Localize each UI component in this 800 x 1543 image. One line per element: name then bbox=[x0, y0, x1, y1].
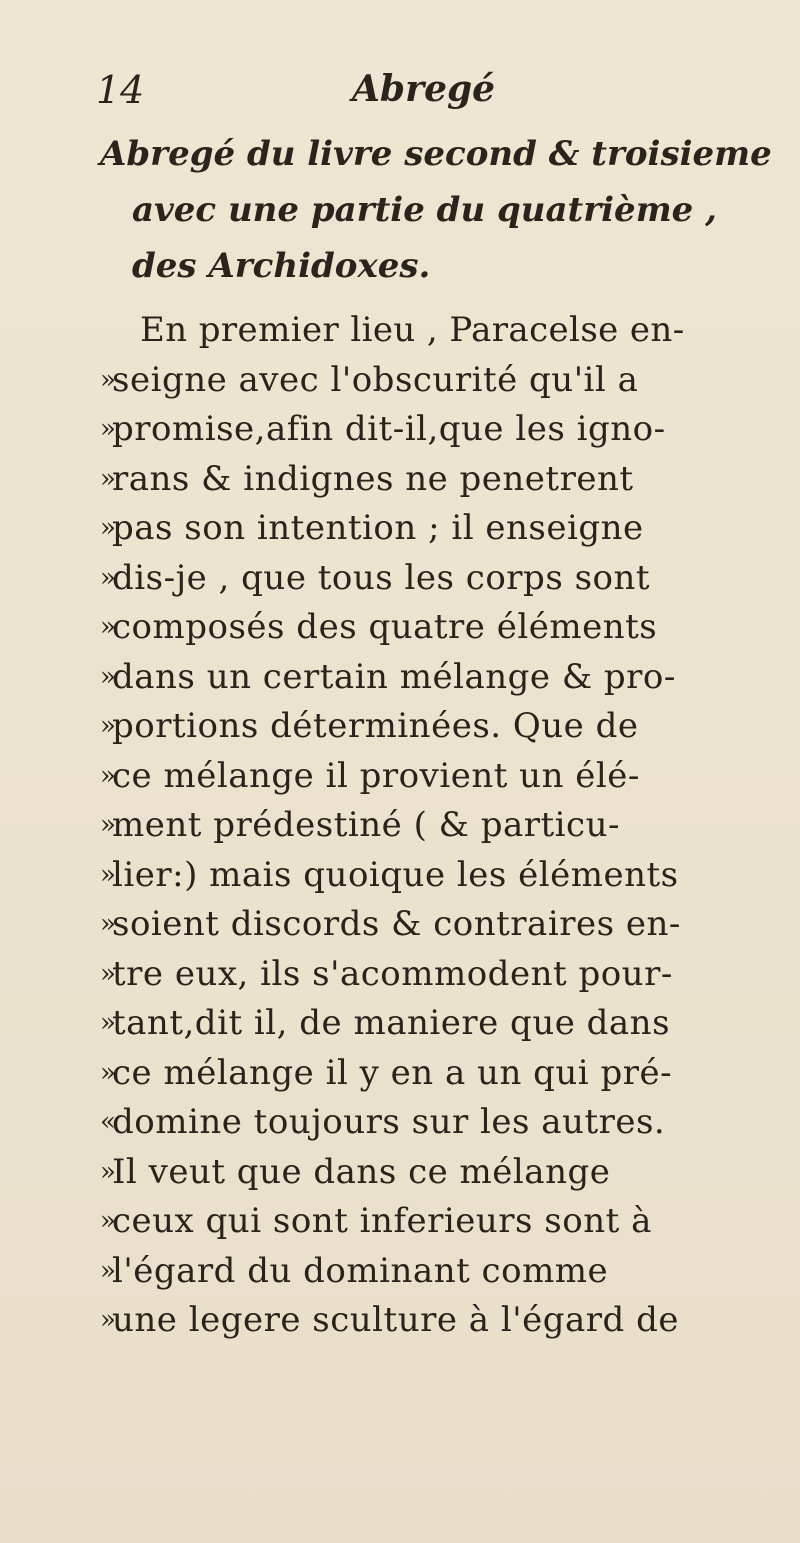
quotation-mark: » bbox=[100, 562, 117, 593]
line-text: domine toujours sur les autres. bbox=[112, 1102, 666, 1142]
quotation-mark: » bbox=[100, 364, 117, 395]
line-text: portions déterminées. Que de bbox=[112, 706, 639, 746]
chapter-title-line: Abregé du livre second & troisieme bbox=[100, 134, 772, 174]
quotation-mark: » bbox=[100, 1057, 117, 1088]
text-line bbox=[0, 503, 800, 553]
quotation-mark: » bbox=[100, 760, 117, 791]
text-line bbox=[0, 602, 800, 652]
text-line bbox=[0, 899, 800, 949]
text-line bbox=[0, 800, 800, 850]
line-text: Il veut que dans ce mélange bbox=[112, 1151, 611, 1192]
text-line bbox=[0, 998, 800, 1048]
page-header bbox=[0, 68, 800, 118]
text-line bbox=[0, 850, 800, 900]
text-line bbox=[0, 1097, 800, 1147]
quotation-mark: » bbox=[100, 909, 117, 939]
page-number: 14 bbox=[96, 68, 145, 112]
text-line bbox=[0, 1196, 800, 1246]
text-line bbox=[0, 454, 800, 504]
text-line bbox=[0, 1295, 800, 1345]
text-line bbox=[0, 553, 800, 603]
text-line bbox=[0, 751, 800, 801]
text-line bbox=[0, 404, 800, 454]
line-text: ce mélange il provient un élé- bbox=[112, 755, 640, 796]
quotation-mark: » bbox=[100, 711, 117, 741]
chapter-title bbox=[100, 126, 772, 294]
quotation-mark: » bbox=[100, 810, 117, 840]
quotation-mark: » bbox=[100, 463, 117, 494]
line-text: ceux qui sont inferieurs sont à bbox=[112, 1201, 652, 1241]
quotation-mark: » bbox=[100, 859, 117, 890]
quotation-mark: » bbox=[100, 1156, 117, 1187]
line-text: une legere sculture à l'égard de bbox=[112, 1300, 679, 1340]
text-line bbox=[0, 1048, 800, 1098]
line-text: ment prédestiné ( & particu- bbox=[112, 805, 620, 845]
line-text: lier:) mais quoique les éléments bbox=[112, 854, 679, 895]
quotation-mark: » bbox=[100, 958, 117, 989]
quotation-mark: » bbox=[100, 1305, 117, 1335]
line-text: ce mélange il y en a un qui pré- bbox=[112, 1052, 673, 1093]
text-line bbox=[0, 355, 800, 405]
text-line bbox=[0, 701, 800, 751]
line-text: soient discords & contraires en- bbox=[112, 904, 681, 944]
quotation-mark: » bbox=[100, 612, 117, 642]
line-text: tre eux, ils s'acommodent pour- bbox=[112, 953, 673, 994]
quotation-mark: » bbox=[100, 414, 117, 444]
quotation-mark: » bbox=[100, 513, 117, 543]
line-text: promise,afin dit-il,que les igno- bbox=[112, 409, 666, 449]
quotation-mark: » bbox=[100, 1206, 117, 1236]
line-text: composés des quatre éléments bbox=[112, 607, 658, 647]
text-line bbox=[0, 1246, 800, 1296]
quotation-mark: » bbox=[100, 661, 117, 692]
quotation-mark: » bbox=[100, 1255, 117, 1286]
quotation-mark: « bbox=[100, 1107, 117, 1137]
line-text: dis-je , que tous les corps sont bbox=[112, 557, 651, 598]
line-text: tant,dit il, de maniere que dans bbox=[112, 1003, 671, 1043]
text-line bbox=[0, 949, 800, 999]
line-text: dans un certain mélange & pro- bbox=[112, 656, 676, 697]
text-line bbox=[0, 1147, 800, 1197]
text-line bbox=[0, 652, 800, 702]
line-text: rans & indignes ne penetrent bbox=[112, 458, 634, 499]
line-text: pas son intention ; il enseigne bbox=[112, 508, 644, 548]
chapter-title-line: avec une partie du quatrième , bbox=[132, 190, 717, 230]
line-text: l'égard du dominant comme bbox=[112, 1250, 609, 1291]
line-text: seigne avec l'obscurité qu'il a bbox=[112, 359, 639, 400]
running-head: Abregé bbox=[352, 68, 496, 110]
line-text: En premier lieu , Paracelse en- bbox=[140, 310, 685, 350]
quotation-mark: » bbox=[100, 1008, 117, 1038]
text-line bbox=[0, 305, 800, 355]
chapter-title-line: des Archidoxes. bbox=[132, 246, 431, 286]
